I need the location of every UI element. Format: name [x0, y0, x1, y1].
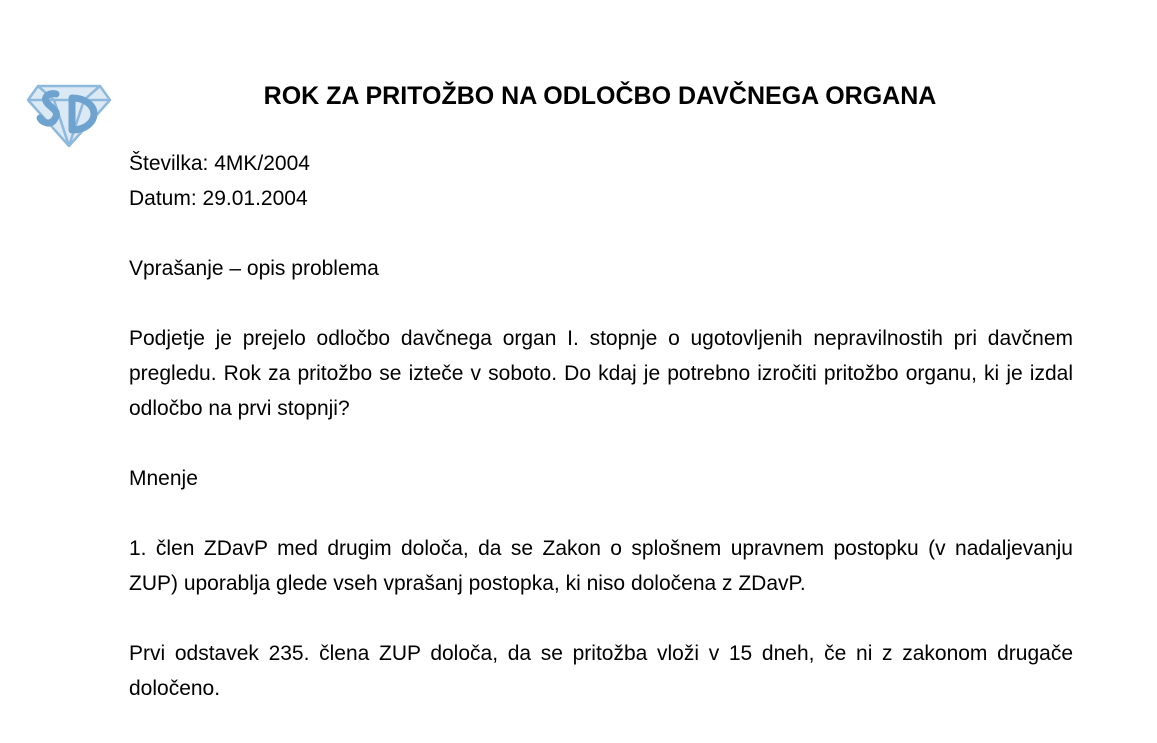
spacer — [129, 426, 1073, 461]
question-paragraph: Podjetje je prejelo odločbo davčnega organ I. stopnje o ugotovljenih nepravilnostih pri davčnem pregledu. Rok za pritožbo se izteče v soboto. Do kdaj je potrebno izročiti pritožbo organu, ki je izdal odločbo na prvi stopnji? — [129, 327, 1073, 420]
opinion-paragraph-1: 1. člen ZDavP med drugim določa, da se Zakon o splošnem upravnem postopku (v nadaljevanju ZUP) uporablja glede vseh vprašanj postopka, ki niso določena z ZDavP. — [129, 537, 1073, 595]
spacer — [129, 216, 1073, 251]
spacer — [129, 496, 1073, 531]
question-heading: Vprašanje – opis problema — [129, 257, 379, 280]
opinion-heading: Mnenje — [129, 467, 198, 490]
document-title: ROK ZA PRITOŽBO NA ODLOČBO DAVČNEGA ORGANA — [263, 82, 937, 110]
opinion-paragraph-2: Prvi odstavek 235. člena ZUP določa, da se pritožba vloži v 15 dneh, če ni z zakonom drugače določeno. — [129, 642, 1073, 700]
document-body — [129, 146, 1073, 706]
spacer — [129, 286, 1073, 321]
document-date: Datum: 29.01.2004 — [129, 187, 308, 210]
document-number: Številka: 4MK/2004 — [129, 152, 310, 175]
spacer — [129, 601, 1073, 636]
